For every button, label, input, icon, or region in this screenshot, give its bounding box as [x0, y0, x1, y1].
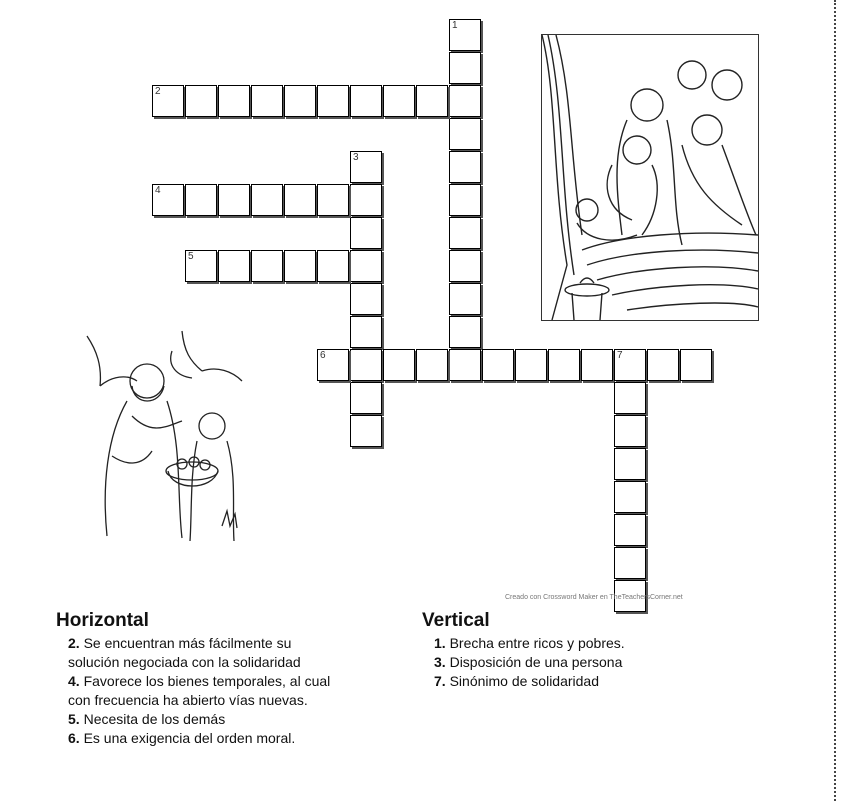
clue-h-4: 4. Favorece los bienes temporales, al cual	[68, 673, 331, 689]
crossword-cell[interactable]	[251, 184, 283, 216]
cell-number: 4	[155, 185, 161, 196]
crossword-cell[interactable]	[317, 349, 349, 381]
crossword-cell[interactable]	[350, 382, 382, 414]
crossword-cell[interactable]	[614, 382, 646, 414]
crossword-cell[interactable]	[251, 85, 283, 117]
horizontal-clues	[56, 610, 406, 748]
crossword-cell[interactable]	[614, 415, 646, 447]
credit-text: Creado con Crossword Maker en TheTeachersCorner.net	[505, 594, 683, 601]
crossword-cell[interactable]	[416, 349, 448, 381]
crossword-cell[interactable]	[350, 283, 382, 315]
crossword-cell[interactable]	[515, 349, 547, 381]
crossword-cell[interactable]	[482, 349, 514, 381]
crossword-cell[interactable]	[284, 85, 316, 117]
crossword-cell[interactable]	[350, 349, 382, 381]
crossword-cell[interactable]	[449, 52, 481, 84]
crossword-cell[interactable]	[449, 349, 481, 381]
crossword-cell[interactable]	[647, 349, 679, 381]
clue-v-1: 1. Brecha entre ricos y pobres.	[434, 635, 625, 651]
crossword-cell[interactable]	[350, 151, 382, 183]
crossword-cell[interactable]	[449, 19, 481, 51]
loaves-scene-icon	[72, 326, 250, 544]
crossword-cell[interactable]	[218, 184, 250, 216]
cell-number: 2	[155, 86, 161, 97]
crossword-cell[interactable]	[350, 415, 382, 447]
vertical-clues	[422, 610, 752, 691]
crossword-cell[interactable]	[416, 85, 448, 117]
crossword-cell[interactable]	[581, 349, 613, 381]
crossword-cell[interactable]	[449, 250, 481, 282]
clue-v-7: 7. Sinónimo de solidaridad	[434, 673, 600, 689]
crossword-cell[interactable]	[350, 316, 382, 348]
vertical-title: Vertical	[422, 610, 490, 631]
crossword-cell[interactable]	[317, 184, 349, 216]
crossword-cell[interactable]	[449, 316, 481, 348]
crossword-cell[interactable]	[548, 349, 580, 381]
crossword-cell[interactable]	[614, 514, 646, 546]
crossword-cell[interactable]	[350, 85, 382, 117]
crossword-cell[interactable]	[317, 85, 349, 117]
jesus-healing-illustration	[541, 34, 759, 321]
crossword-cell[interactable]	[152, 184, 184, 216]
crossword-cell[interactable]	[284, 250, 316, 282]
cell-number: 5	[188, 251, 194, 262]
crossword-cell[interactable]	[614, 547, 646, 579]
crossword-cell[interactable]	[680, 349, 712, 381]
cell-number: 7	[617, 350, 623, 361]
crossword-cell[interactable]	[449, 151, 481, 183]
crossword-cell[interactable]	[614, 481, 646, 513]
crossword-cell[interactable]	[383, 349, 415, 381]
crossword-cell[interactable]	[383, 85, 415, 117]
clue-h-4-cont: con frecuencia ha abierto vías nuevas.	[68, 692, 308, 708]
crossword-cell[interactable]	[350, 250, 382, 282]
crossword-cell[interactable]	[284, 184, 316, 216]
clue-h-6: 6. Es una exigencia del orden moral.	[68, 730, 296, 746]
crossword-cell[interactable]	[614, 448, 646, 480]
clue-h-5: 5. Necesita de los demás	[68, 711, 226, 727]
crossword-cell[interactable]	[449, 85, 481, 117]
crossword-cell[interactable]	[449, 118, 481, 150]
clue-h-2-cont: solución negociada con la solidaridad	[68, 654, 301, 670]
crossword-cell[interactable]	[614, 349, 646, 381]
crossword-cell[interactable]	[152, 85, 184, 117]
crossword-cell[interactable]	[449, 217, 481, 249]
cell-number: 3	[353, 152, 359, 163]
jesus-loaves-illustration	[72, 326, 250, 544]
horizontal-title: Horizontal	[56, 610, 149, 631]
crossword-cell[interactable]	[350, 217, 382, 249]
cell-number: 6	[320, 350, 326, 361]
crossword-cell[interactable]	[251, 250, 283, 282]
crossword-cell[interactable]	[350, 184, 382, 216]
healing-scene-icon	[542, 35, 758, 320]
crossword-cell[interactable]	[218, 85, 250, 117]
clue-v-3: 3. Disposición de una persona	[434, 654, 623, 670]
crossword-cell[interactable]	[317, 250, 349, 282]
cell-number: 1	[452, 20, 458, 31]
clue-h-2: 2. Se encuentran más fácilmente su	[68, 635, 292, 651]
crossword-cell[interactable]	[449, 283, 481, 315]
crossword-cell[interactable]	[185, 250, 217, 282]
crossword-cell[interactable]	[185, 184, 217, 216]
crossword-cell[interactable]	[449, 184, 481, 216]
crossword-cell[interactable]	[185, 85, 217, 117]
crossword-cell[interactable]	[218, 250, 250, 282]
